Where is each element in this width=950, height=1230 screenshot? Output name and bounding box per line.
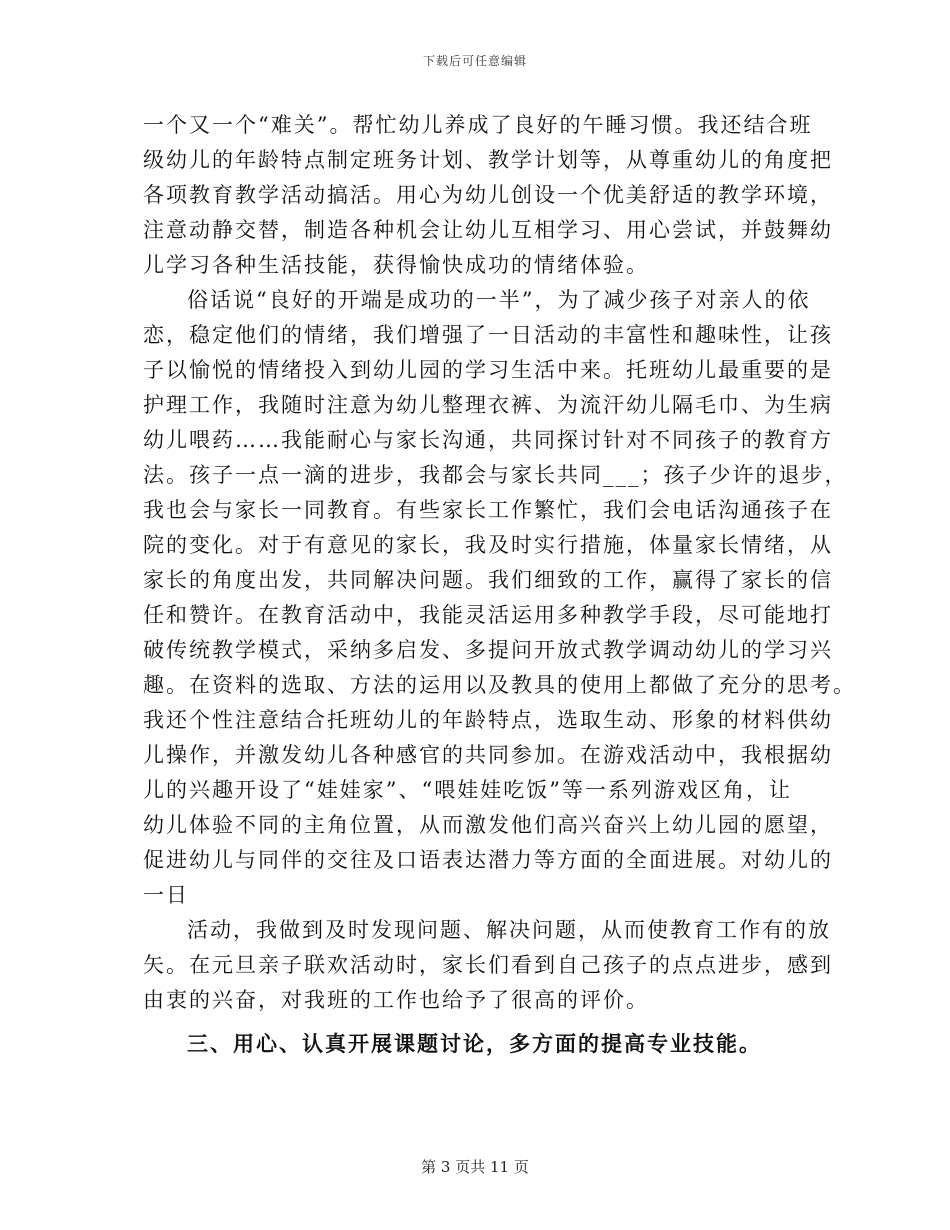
text-line: 一日 xyxy=(143,883,189,907)
text-line: 幼儿喂药……我能耐心与家长沟通，共同探讨针对不同孩子的教育方 xyxy=(143,428,833,452)
page-header: 下载后可任意编辑 xyxy=(422,54,527,68)
text-line: 儿学习各种生活技能，获得愉快成功的情绪体验。 xyxy=(143,253,649,277)
text-line: 活动，我做到及时发现问题、解决问题，从而使教育工作有的放 xyxy=(187,918,831,942)
text-line: 一个又一个“难关”。帮忙幼儿养成了良好的午睡习惯。我还结合班 xyxy=(143,113,813,137)
text-line: 级幼儿的年龄特点制定班务计划、教学计划等，从尊重幼儿的角度把 xyxy=(143,148,833,172)
text-line: 儿的兴趣开设了“娃娃家”、“喂娃娃吃饭”等一系列游戏区角，让 xyxy=(143,778,792,802)
text-line: 破传统教学模式，采纳多启发、多提问开放式教学调动幼儿的学习兴 xyxy=(143,638,833,662)
text-line: 任和赞许。在教育活动中，我能灵活运用多种教学手段，尽可能地打 xyxy=(143,603,833,627)
text-line: 俗话说“良好的开端是成功的一半”，为了减少孩子对亲人的依 xyxy=(187,288,811,312)
text-line: 各项教育教学活动搞活。用心为幼儿创设一个优美舒适的教学环境， xyxy=(143,183,833,207)
text-line: 院的变化。对于有意见的家长，我及时实行措施，体量家长情绪，从 xyxy=(143,533,833,557)
text-line: 由衷的兴奋，对我班的工作也给予了很高的评价。 xyxy=(143,988,649,1012)
text-line: 我还个性注意结合托班幼儿的年龄特点，选取生动、形象的材料供幼 xyxy=(143,708,833,732)
text-line: 恋，稳定他们的情绪，我们增强了一日活动的丰富性和趣味性，让孩 xyxy=(143,323,833,347)
section-heading: 三、用心、认真开展课题讨论，多方面的提高专业技能。 xyxy=(187,1031,762,1056)
text-line: 幼儿体验不同的主角位置，从而激发他们高兴奋兴上幼儿园的愿望， xyxy=(143,813,833,837)
text-line: 家长的角度出发，共同解决问题。我们细致的工作，赢得了家长的信 xyxy=(143,568,833,592)
text-line: 矢。在元旦亲子联欢活动时，家长们看到自己孩子的点点进步，感到 xyxy=(143,953,833,977)
text-line: 儿操作，并激发幼儿各种感官的共同参加。在游戏活动中，我根据幼 xyxy=(143,743,833,767)
text-line: 促进幼儿与同伴的交往及口语表达潜力等方面的全面进展。对幼儿的 xyxy=(143,848,833,872)
text-line: 我也会与家长一同教育。有些家长工作繁忙，我们会电话沟通孩子在 xyxy=(143,498,833,522)
text-line: 子以愉悦的情绪投入到幼儿园的学习生活中来。托班幼儿最重要的是 xyxy=(143,358,833,382)
text-line: 护理工作，我随时注意为幼儿整理衣裤、为流汗幼儿隔毛巾、为生病 xyxy=(143,393,833,417)
text-line: 注意动静交替，制造各种机会让幼儿互相学习、用心尝试，并鼓舞幼 xyxy=(143,218,833,242)
text-line: 趣。在资料的选取、方法的运用以及教具的使用上都做了充分的思考。 xyxy=(143,673,856,697)
document-body xyxy=(143,108,856,1061)
text-line: 法。孩子一点一滴的进步，我都会与家长共同___；孩子少许的退步， xyxy=(143,463,848,487)
page-number: 第 3 页共 11 页 xyxy=(421,1158,529,1176)
